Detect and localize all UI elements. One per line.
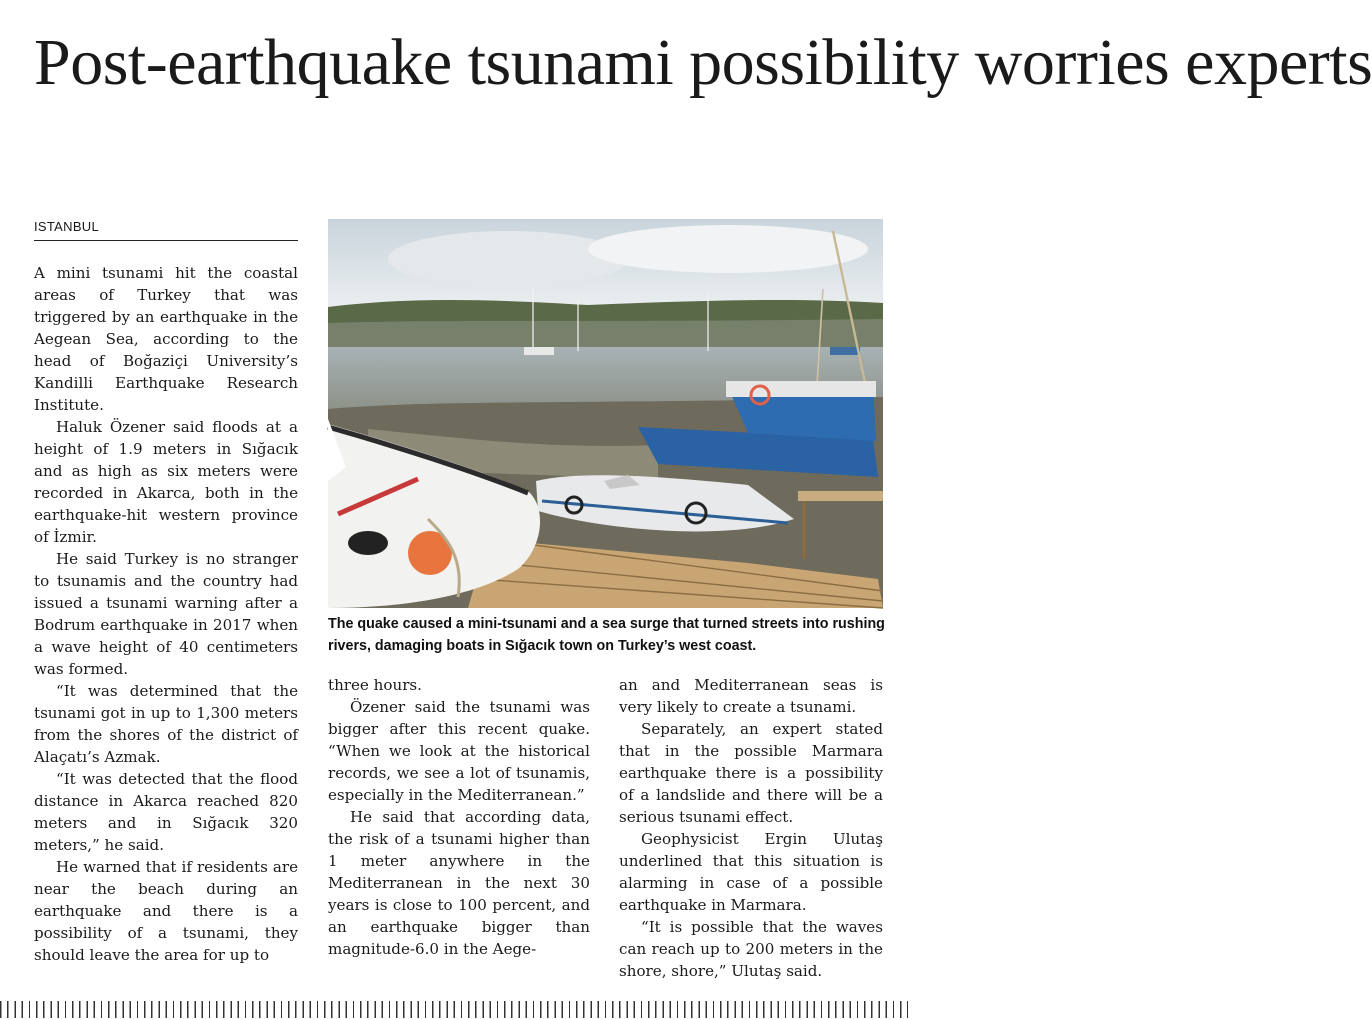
paragraph: three hours. bbox=[328, 676, 422, 694]
paragraph: Geophysicist Ergin Ulutaş underlined that this situation is alarming in case of a possible earthquake in Marmara. bbox=[619, 830, 883, 914]
article-column-3 bbox=[619, 674, 883, 982]
article-column-2 bbox=[328, 674, 590, 960]
paragraph: He said that according data, the risk of a tsunami higher than 1 meter anywhere in the Mediterranean in the next 30 years is close to 100 percent, and an earthquake bigger than magnitude-6.0 in the Aege- bbox=[328, 808, 590, 958]
paragraph: He warned that if residents are near the beach during an earthquake and there is a possibility of a tsunami, they should leave the area for up to bbox=[34, 858, 298, 964]
paragraph: Özener said the tsunami was bigger after this recent quake. “When we look at the historical records, we see a lot of tsunamis, especially in the Mediterranean.” bbox=[328, 698, 590, 804]
photo-caption: The quake caused a mini-tsunami and a sea surge that turned streets into rushing rivers, damaging boats in Sığacık town on Turkey’s west coast. bbox=[328, 616, 885, 654]
paragraph: Separately, an expert stated that in the possible Marmara earthquake there is a possibility of a landslide and there will be a serious tsunami effect. bbox=[619, 720, 883, 826]
headline: Post-earthquake tsunami possibility worries experts bbox=[34, 26, 1372, 99]
dateline: ISTANBUL bbox=[34, 219, 298, 241]
paragraph: an and Mediterranean seas is very likely to create a tsunami. bbox=[619, 676, 883, 716]
paragraph: “It is possible that the waves can reach up to 200 meters in the shore, shore,” Ulutaş said. bbox=[619, 918, 883, 980]
article-column-1 bbox=[34, 262, 298, 966]
paragraph: Haluk Özener said floods at a height of 1.9 meters in Sığacık and as high as six meters were recorded in Akarca, both in the earthquake-hit western province of İzmir. bbox=[34, 418, 298, 546]
paragraph: A mini tsunami hit the coastal areas of Turkey that was triggered by an earthquake in the Aegean Sea, according to the head of Boğaziçi University’s Kandilli Earthquake Research Institute. bbox=[34, 264, 298, 414]
news-photo bbox=[328, 219, 883, 608]
paragraph: “It was determined that the tsunami got in up to 1,300 meters from the shores of the district of Alaçatı’s Azmak. bbox=[34, 682, 298, 766]
paragraph: “It was detected that the flood distance in Akarca reached 820 meters and in Sığacık 320 meters,” he said. bbox=[34, 770, 298, 854]
paragraph: He said Turkey is no stranger to tsunamis and the country had issued a tsunami warning after a Bodrum earthquake in 2017 when a wave height of 40 centimeters was formed. bbox=[34, 550, 298, 678]
page-edge-ruler bbox=[0, 1001, 908, 1018]
